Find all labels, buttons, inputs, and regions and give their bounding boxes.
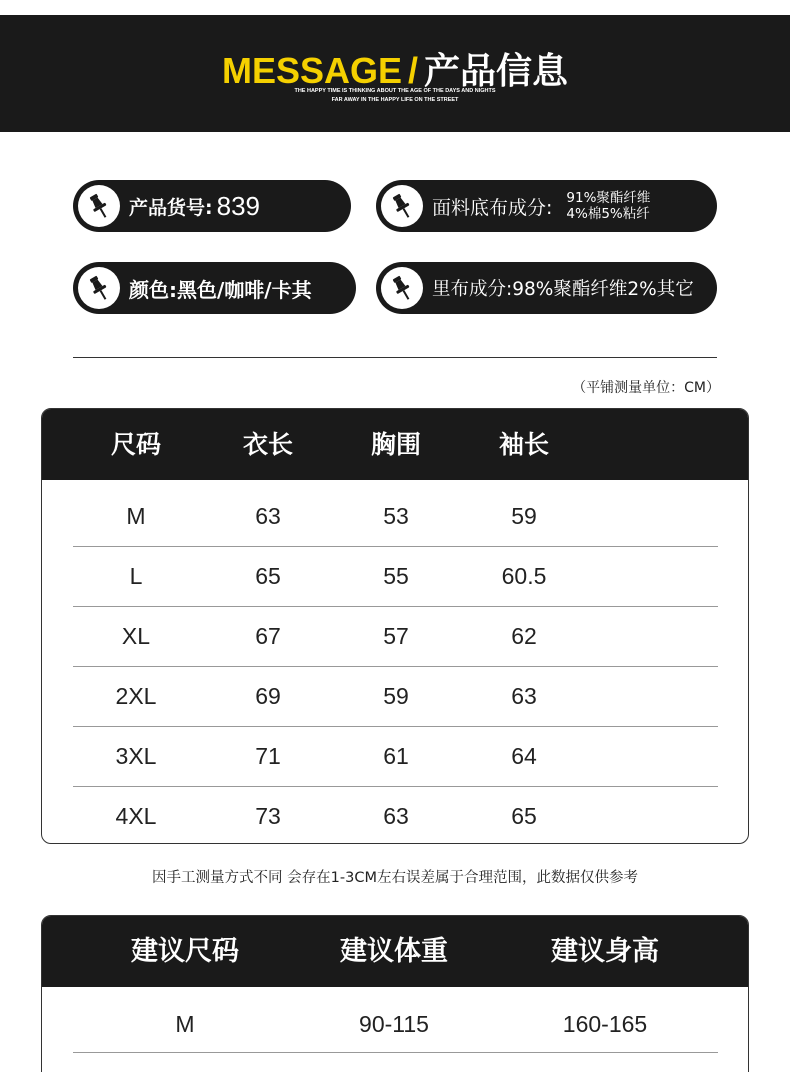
recommend-table <box>41 915 749 1072</box>
table-row <box>42 546 749 606</box>
cell-sleeve: 64 <box>511 743 537 769</box>
header-suggested-height: 建议身高 <box>551 936 659 967</box>
header-subtitle-line1: THE HAPPY TIME IS THINKING ABOUT THE AGE OF THE DAYS AND NIGHTS <box>294 88 496 94</box>
header-subtitle-line2: FAR AWAY IN THE HAPPY LIFE ON THE STREET <box>331 97 459 103</box>
cell-chest: 63 <box>383 803 409 829</box>
measurement-disclaimer: 因手工测量方式不同 会存在1-3CM左右误差属于合理范围，此数据仅供参考 <box>152 870 638 886</box>
cell-length: 65 <box>255 563 281 589</box>
fabric-label: 面料底布成分: <box>432 196 553 219</box>
cell-sleeve: 59 <box>511 503 537 529</box>
cell-size: 2XL <box>115 683 157 709</box>
item-number-label: 产品货号: <box>129 196 213 219</box>
cell-suggested-weight: 90-115 <box>359 1011 429 1037</box>
section-divider <box>73 357 717 358</box>
pushpin-icon <box>381 267 423 309</box>
table-row <box>42 726 749 786</box>
cell-suggested-height: 160-165 <box>562 1011 648 1037</box>
row-divider <box>73 1052 718 1053</box>
cell-sleeve: 65 <box>511 803 537 829</box>
item-number-pill <box>73 180 351 232</box>
pushpin-icon <box>78 267 120 309</box>
cell-chest: 53 <box>383 503 409 529</box>
cell-size: M <box>126 503 146 529</box>
color-text: 颜色:黑色/咖啡/卡其 <box>129 277 312 302</box>
header-chest: 胸围 <box>370 430 421 459</box>
cell-chest: 59 <box>383 683 409 709</box>
fabric-pill <box>376 180 717 232</box>
title-english: MESSAGE <box>221 50 402 91</box>
cell-length: 67 <box>255 623 281 649</box>
cell-length: 63 <box>255 503 281 529</box>
header-sleeve: 袖长 <box>498 430 549 459</box>
cell-chest: 57 <box>383 623 409 649</box>
title-slash: / <box>408 50 419 91</box>
header-banner <box>0 15 790 132</box>
header-suggested-weight: 建议体重 <box>340 936 448 967</box>
fabric-value-line1: 91%聚酯纤维 <box>566 190 651 206</box>
table-row <box>42 786 749 844</box>
cell-chest: 55 <box>383 563 409 589</box>
cell-size: L <box>129 563 143 589</box>
page-title <box>0 43 790 94</box>
cell-suggested-size: M <box>175 1011 195 1037</box>
recommend-table-header <box>42 916 749 987</box>
cell-sleeve: 63 <box>511 683 537 709</box>
cell-size: 4XL <box>115 803 157 829</box>
cell-sleeve: 60.5 <box>501 563 547 589</box>
fabric-value-line2: 4%棉5%粘纤 <box>566 206 650 222</box>
cell-size: 3XL <box>115 743 157 769</box>
cell-length: 69 <box>255 683 281 709</box>
cell-length: 73 <box>255 803 281 829</box>
title-chinese: 产品信息 <box>424 51 569 92</box>
table-row <box>42 606 749 666</box>
table-row <box>42 486 749 546</box>
header-size: 尺码 <box>110 430 161 459</box>
pushpin-icon <box>381 185 423 227</box>
cell-chest: 61 <box>383 743 409 769</box>
cell-length: 71 <box>255 743 281 769</box>
header-suggested-size: 建议尺码 <box>131 936 239 967</box>
cell-sleeve: 62 <box>511 623 537 649</box>
size-table-header <box>42 409 749 480</box>
pushpin-icon <box>78 185 120 227</box>
size-table <box>41 408 749 844</box>
item-number-value: 839 <box>216 190 260 221</box>
lining-pill <box>376 262 717 314</box>
color-pill <box>73 262 356 314</box>
cell-size: XL <box>121 623 151 649</box>
unit-note: （平铺测量单位：CM） <box>572 380 720 396</box>
table-row <box>42 666 749 726</box>
header-length: 衣长 <box>242 430 293 459</box>
lining-text: 里布成分:98%聚酯纤维2%其它 <box>432 279 694 300</box>
